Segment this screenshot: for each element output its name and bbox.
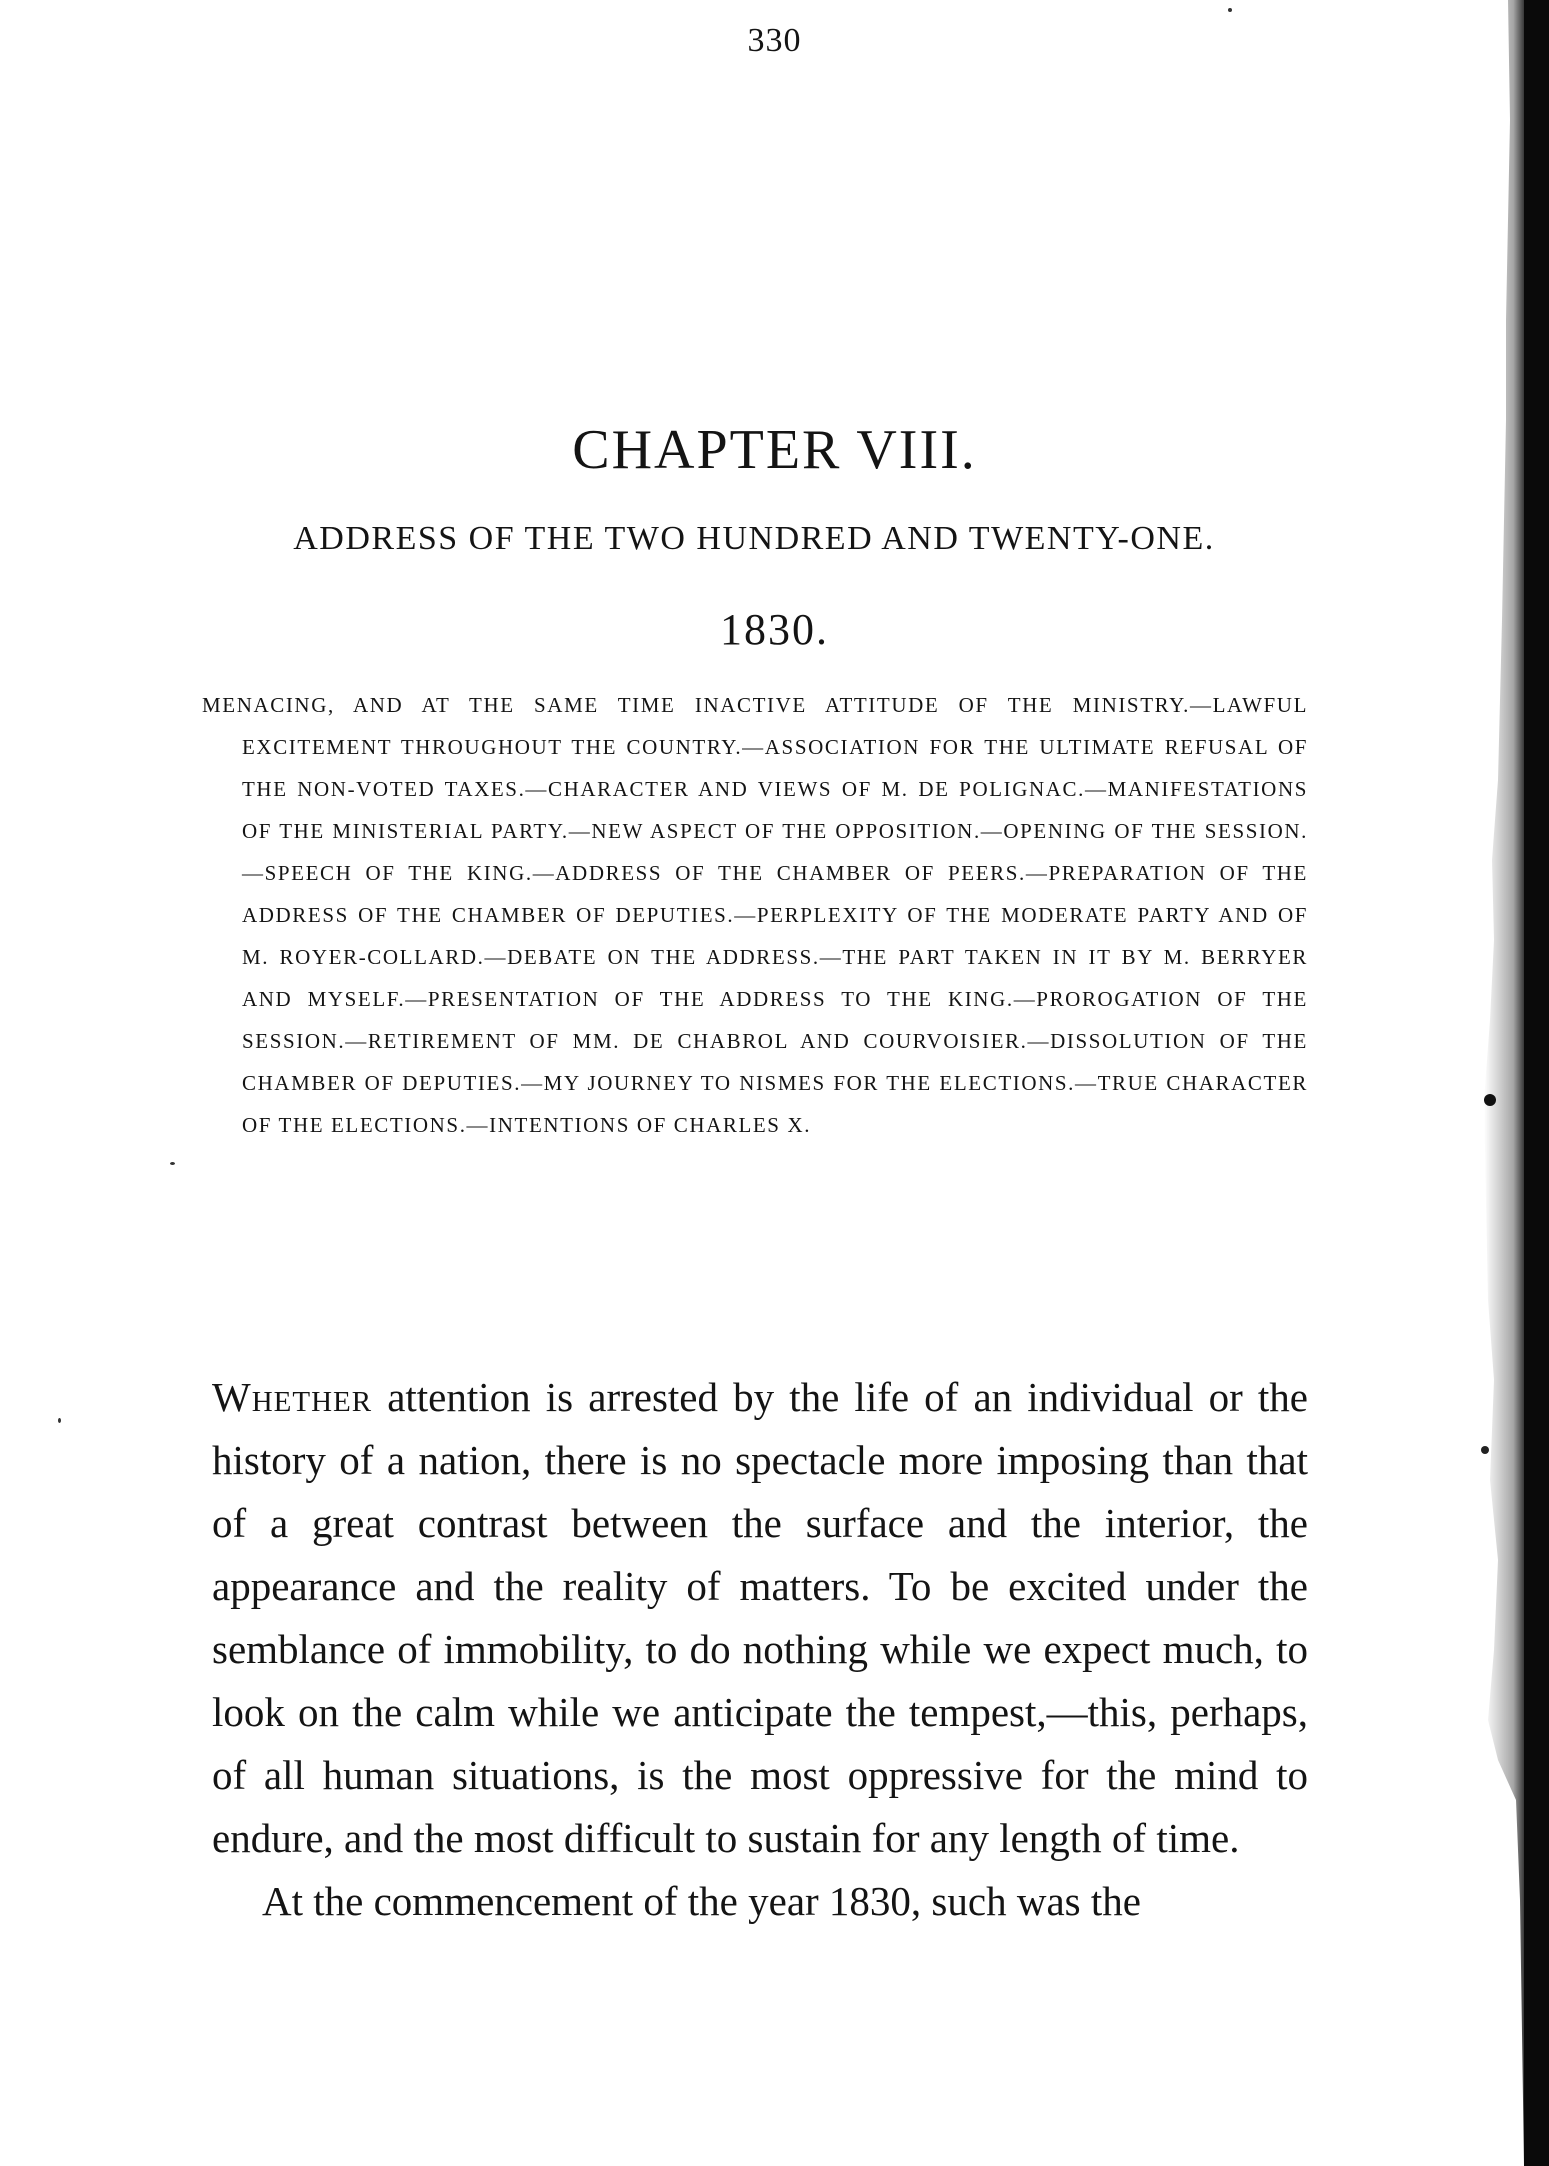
body-text (212, 1366, 1308, 1933)
scan-speck (1228, 8, 1232, 12)
page-number: 330 (747, 22, 802, 59)
chapter-synopsis: MENACING, AND AT THE SAME TIME INACTIVE ATTITUDE OF THE MINISTRY.—LAWFUL EXCITEMENT THROUGHOUT THE COUNTRY.—ASSOCIATION FOR THE ULTIMATE REFUSAL OF THE NON-VOTED TAXES.—CHARACTER AND VIEWS OF M. DE POLIGNAC.—MANIFESTATIONS OF THE MINISTERIAL PARTY.—NEW ASPECT OF THE OPPOSITION.—OPENING OF THE SESSION.—SPEECH OF THE KING.—ADDRESS OF THE CHAMBER OF PEERS.—PREPARATION OF THE ADDRESS OF THE CHAMBER OF DEPUTIES.—PERPLEXITY OF THE MODERATE PARTY AND OF M. ROYER-COLLARD.—DEBATE ON THE ADDRESS.—THE PART TAKEN IN IT BY M. BERRYER AND MYSELF.—PRESENTATION OF THE ADDRESS TO THE KING.—PROROGATION OF THE SESSION.—RETIREMENT OF MM. DE CHABROL AND COURVOISIER.—DISSOLUTION OF THE CHAMBER OF DEPUTIES.—MY JOURNEY TO NISMES FOR THE ELECTIONS.—TRUE CHARACTER OF THE ELECTIONS.—INTENTIONS OF CHARLES X. (202, 693, 1308, 1137)
chapter-year: 1830. (720, 605, 829, 654)
scan-speck (58, 1418, 61, 1423)
binding-shadow (1428, 0, 1549, 2166)
body-paragraph-2: At the commencement of the year 1830, such was the (262, 1878, 1141, 1924)
body-paragraph-1 (212, 1366, 1308, 1870)
lead-word: Whether (212, 1374, 373, 1420)
paragraph-1-text: attention is arrested by the life of an individual or the history of a nation, there is no spectacle more imposing than that of a great contrast between the surface and the interior, the appearance and the reality of matters. To be excited under the semblance of immobility, to do nothing while we expect much, to look on the calm while we anticipate the tempest,—this, perhaps, of all human situations, is the most oppressive for the mind to endure, and the most difficult to sustain for any length of time. (212, 1374, 1308, 1861)
scan-speck (170, 1162, 175, 1165)
chapter-subtitle: ADDRESS OF THE TWO HUNDRED AND TWENTY-ONE. (293, 520, 1215, 557)
chapter-title: CHAPTER VIII. (572, 419, 977, 481)
